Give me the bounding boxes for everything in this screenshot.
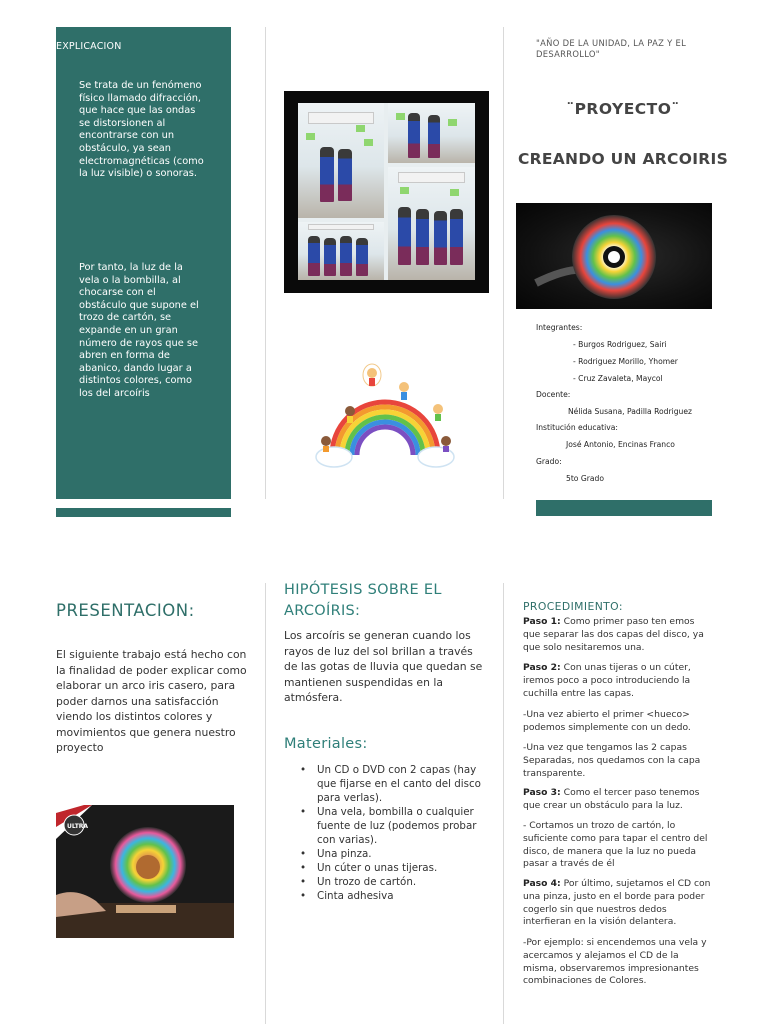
cd-candle-photo: [56, 805, 234, 938]
materiales-list: [300, 763, 485, 903]
column-divider: [265, 27, 266, 499]
docente-label: Docente:: [536, 390, 571, 399]
column-divider: [503, 27, 504, 499]
material-item: • Un cúter o unas tijeras.: [300, 861, 485, 875]
step-text: -Una vez abierto el primer <hueco> podemos simplemente con un dedo.: [523, 709, 691, 733]
procedure-step: [523, 787, 713, 813]
step-text: Con unas tijeras o un cúter, iremos poco a poco introduciendo la cuchilla entre las capas.: [523, 662, 691, 699]
step-label: Paso 4:: [523, 878, 561, 889]
step-text: -Por ejemplo: si encendemos una vela y acercamos y alejamos el CD de la misma, observaremos impresionantes combinaciones de Colores.: [523, 937, 707, 987]
step-text: Como primer paso ten emos que separar las dos capas del disco, ya que solo nesitaremos una.: [523, 616, 704, 653]
ultra-badge-text: ULTRA: [67, 823, 89, 830]
rainbow-illustration: [310, 363, 460, 473]
grado-value: 5to Grado: [566, 474, 604, 483]
grado-label: Grado:: [536, 457, 562, 466]
explicacion-paragraph-2: Por tanto, la luz de la vela o la bombilla, al chocarse con el obstáculo que supone el trozo de cartón, se expande en un gran número de rayos que se abren en forma de abanico, dando lugar a distintos colores, como los del arcoíris: [79, 262, 199, 399]
step-label: Paso 2:: [523, 662, 561, 673]
step-text: Como el tercer paso tenemos que crear un obstáculo para la luz.: [523, 787, 700, 811]
cover-footer-bar: [536, 500, 712, 516]
step-label: Paso 1:: [523, 616, 561, 627]
step-text: -Una vez que tengamos las 2 capas Separadas, nos quedamos con la capa transparente.: [523, 742, 701, 779]
material-item: • Cinta adhesiva: [300, 889, 485, 903]
explicacion-footer-bar: [56, 508, 231, 517]
step-label: Paso 3:: [523, 787, 561, 798]
procedure-step: [523, 742, 713, 780]
group-photo: [388, 103, 475, 163]
proyecto-heading: ¨PROYECTO¨: [566, 100, 680, 118]
step-text: - Cortamos un trozo de cartón, lo suficiente como para tapar el centro del disco, de manera que la luz no pueda pasar a través de él: [523, 820, 708, 870]
procedure-step: [523, 662, 713, 700]
material-item: • Un CD o DVD con 2 capas (hay que fijarse en el canto del disco para verlas).: [300, 763, 485, 805]
explicacion-title: EXPLICACION: [56, 41, 122, 52]
rainbow-cd-image: [516, 203, 712, 309]
member-name: - Burgos Rodriguez, Sairi: [573, 340, 667, 349]
hipotesis-title: HIPÓTESIS SOBRE EL ARCOÍRIS:: [284, 582, 442, 619]
group-photo: [298, 103, 384, 218]
step-text: Por último, sujetamos el CD con una pinza, justo en el borde para poder cogerlo sin que nuestros dedos interfieran en la visión delantera.: [523, 878, 711, 928]
procedure-step: [523, 878, 713, 929]
procedure-step: [523, 616, 713, 654]
member-name: - Rodriguez Morillo, Yhomer: [573, 357, 678, 366]
procedimiento-title: PROCEDIMIENTO:: [523, 600, 623, 613]
rainbow-cd-photo: [516, 203, 712, 309]
material-item: • Un trozo de cartón.: [300, 875, 485, 889]
docente-name: Nélida Susana, Padilla Rodriguez: [568, 407, 693, 416]
explicacion-paragraph-1: Se trata de un fenómeno físico llamado difracción, que hace que las ondas se distorsionen al encontrarse con un obstáculo, ya sean electromagnéticas (como la luz visible) o sonoras.: [79, 80, 204, 180]
column-divider: [503, 583, 504, 1024]
group-photo: [388, 167, 475, 280]
material-item: • Una vela, bombilla o cualquier fuente de luz (podemos probar con varias).: [300, 805, 485, 847]
member-name: - Cruz Zavaleta, Maycol: [573, 374, 663, 383]
photo-collage: [284, 91, 489, 293]
group-photo: [298, 222, 384, 280]
integrantes-label: Integrantes:: [536, 323, 583, 332]
column-divider: [265, 583, 266, 1024]
institucion-name: José Antonio, Encinas Franco: [566, 440, 675, 449]
materiales-title: Materiales:: [284, 736, 368, 752]
project-title: CREANDO UN ARCOIRIS: [517, 150, 729, 168]
material-item: • Una pinza.: [300, 847, 485, 861]
presentacion-body: El siguiente trabajo está hecho con la finalidad de poder explicar como elaborar un arco iris casero, para poder darnos una satisfacción viendo los distintos colores y movimientos que genera nuestro proyecto: [56, 648, 247, 754]
institucion-label: Institución educativa:: [536, 423, 618, 432]
collage-frame: [298, 103, 475, 280]
procedure-step: [523, 937, 713, 988]
procedure-step: [523, 820, 713, 871]
cd-candle-image: [56, 805, 234, 938]
procedure-step: [523, 709, 713, 735]
year-motto: "AÑO DE LA UNIDAD, LA PAZ Y EL DESARROLLO": [536, 38, 687, 59]
hipotesis-body: Los arcoíris se generan cuando los rayos de luz del sol brillan a través de las gotas de lluvia que quedan se mantienen suspendidas en la atmósfera.: [284, 629, 483, 704]
presentacion-title: PRESENTACION:: [56, 601, 195, 620]
